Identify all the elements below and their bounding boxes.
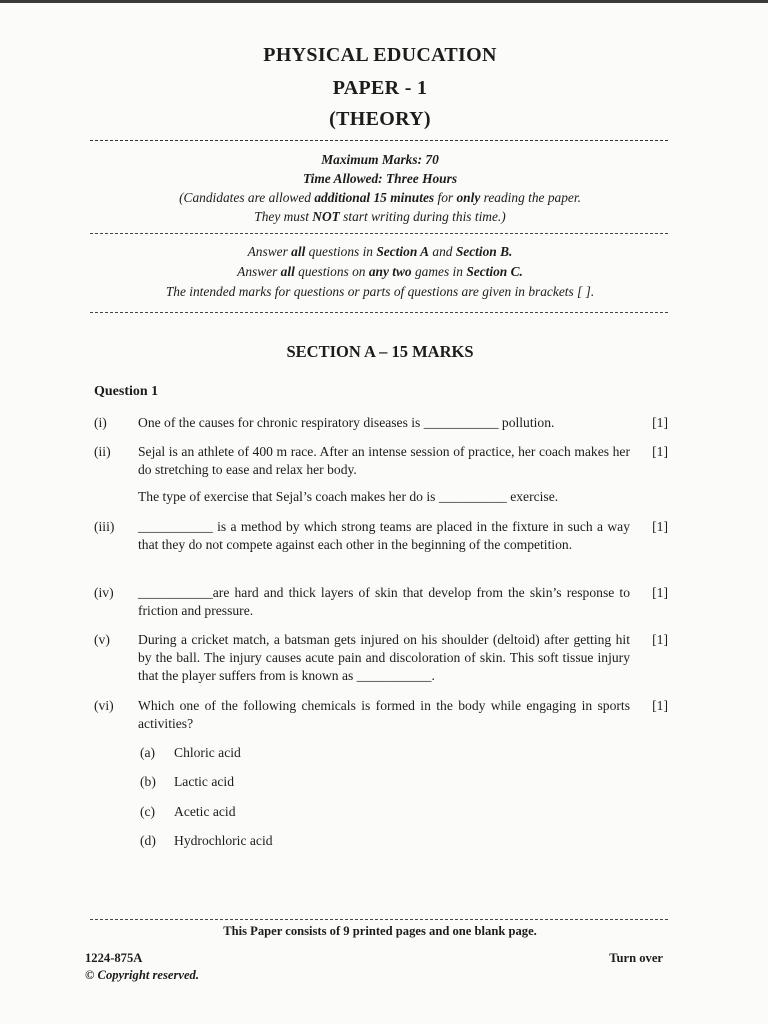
instruction-line: Answer all questions on any two games in Section C. — [237, 264, 523, 279]
subject-title: PHYSICAL EDUCATION — [263, 44, 497, 66]
instructions-block — [90, 242, 670, 302]
divider — [90, 140, 668, 141]
copyright-notice: © Copyright reserved. — [85, 968, 199, 982]
question-text: Sejal is an athlete of 400 m race. After an intense session of practice, her coach makes her do stretching to ease and relax her body. — [138, 444, 630, 477]
max-marks: Maximum Marks: 70 — [321, 152, 439, 167]
option-item — [140, 774, 234, 790]
option-label: (d) — [140, 833, 156, 848]
reading-time-note: (Candidates are allowed additional 15 minutes for only reading the paper. — [179, 190, 581, 205]
scan-edge — [0, 0, 768, 3]
question-text: ___________ is a method by which strong teams are placed in the fixture in such a way that they do not compete against each other in the beginning of the competition. — [138, 519, 630, 552]
option-text: Chloric acid — [174, 745, 241, 760]
divider — [90, 919, 668, 920]
question-mark: [1] — [652, 585, 668, 600]
question-text: During a cricket match, a batsman gets injured on his shoulder (deltoid) after getting hit by the ball. The injury causes acute pain and discoloration of skin. This soft tissue injury that the player suffers from is known as ___________. — [138, 632, 630, 683]
question-text: Which one of the following chemicals is formed in the body while engaging in sports activities? — [138, 698, 630, 731]
question-text: One of the causes for chronic respiratory diseases is ___________ pollution. — [138, 415, 555, 430]
question-text: ___________are hard and thick layers of skin that develop from the skin’s response to friction and pressure. — [138, 585, 630, 618]
no-writing-note: They must NOT start writing during this time.) — [254, 209, 506, 224]
turn-over-label: Turn over — [609, 951, 663, 965]
option-label: (c) — [140, 804, 156, 819]
option-label: (a) — [140, 745, 156, 760]
option-item — [140, 804, 236, 820]
question-heading: Question 1 — [94, 384, 159, 399]
question-mark: [1] — [652, 632, 668, 647]
question-number: (iv) — [94, 585, 114, 600]
section-title: SECTION A – 15 MARKS — [286, 342, 474, 361]
divider — [90, 312, 668, 313]
question-mark: [1] — [652, 444, 668, 459]
option-text: Lactic acid — [174, 774, 234, 789]
question-text: The type of exercise that Sejal’s coach makes her do is __________ exercise. — [138, 489, 559, 504]
instruction-line: Answer all questions in Section A and Section B. — [247, 244, 513, 259]
option-label: (b) — [140, 774, 156, 789]
time-allowed: Time Allowed: Three Hours — [302, 171, 458, 186]
option-item — [140, 745, 241, 761]
question-number: (i) — [94, 415, 107, 430]
instruction-line: The intended marks for questions or parts of questions are given in brackets [ ]. — [165, 284, 595, 299]
paper-number: PAPER - 1 — [332, 77, 428, 99]
question-mark: [1] — [652, 415, 668, 430]
question-number: (v) — [94, 632, 110, 647]
option-text: Hydrochloric acid — [174, 833, 273, 848]
question-mark: [1] — [652, 519, 668, 534]
question-number: (iii) — [94, 519, 115, 534]
page-count-note: This Paper consists of 9 printed pages and one blank page. — [223, 924, 537, 938]
question-number: (vi) — [94, 698, 114, 713]
paper-code: 1224-875A — [85, 951, 143, 965]
paper-type: (THEORY) — [329, 108, 431, 130]
question-mark: [1] — [652, 698, 668, 713]
meta-block — [90, 150, 670, 226]
option-item — [140, 833, 273, 849]
divider — [90, 233, 668, 234]
question-number: (ii) — [94, 444, 111, 459]
option-text: Acetic acid — [174, 804, 236, 819]
